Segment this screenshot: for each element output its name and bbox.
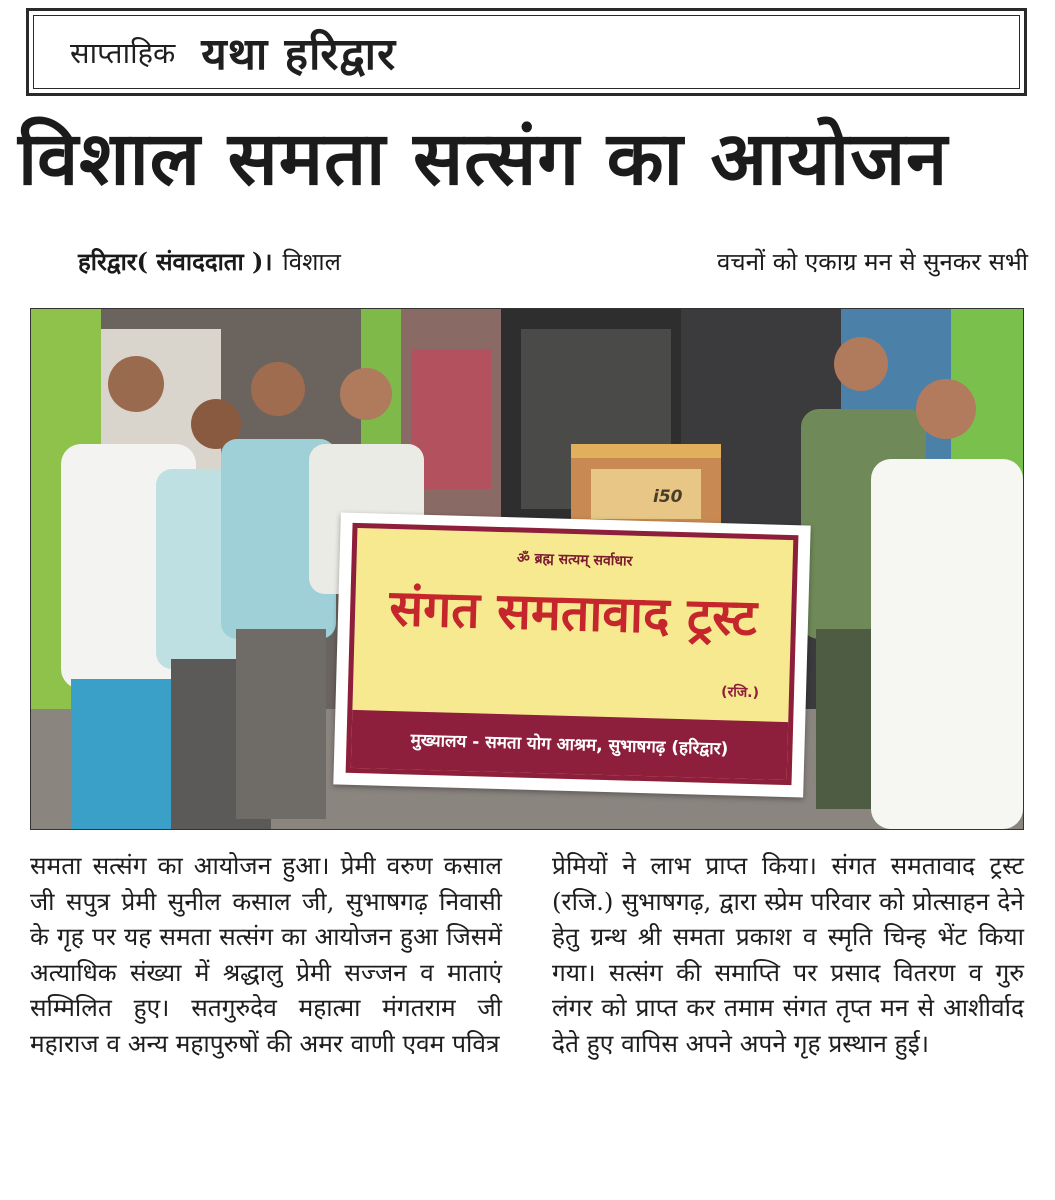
masthead — [26, 8, 1027, 96]
box-label: i50 — [653, 487, 683, 507]
dateline-source: हरिद्वार( संवाददाता )। — [78, 247, 273, 276]
masthead-name: यथा हरिद्वार — [201, 29, 397, 80]
headline: विशाल समता सत्संग का आयोजन — [18, 116, 949, 202]
masthead-inner-frame — [33, 15, 1020, 89]
banner-motto: ॐ ब्रह्म सत्यम् सर्वाधार — [516, 550, 633, 570]
dateline-lead-word: विशाल — [282, 248, 341, 276]
banner-footer: मुख्यालय - समता योग आश्रम, सुभाषगढ़ (हरिद्वार) — [351, 710, 788, 780]
masthead-prefix: साप्ताहिक — [70, 35, 176, 70]
trust-banner-panel — [346, 523, 799, 785]
right-column-first-line: वचनों को एकाग्र मन से सुनकर सभी — [717, 248, 1028, 276]
body-right-column: प्रेमियों ने लाभ प्राप्त किया। संगत समतावाद ट्रस्ट (रजि.) सुभाषगढ़, द्वारा स्प्रेम परिवार को प्रोत्साहन देने हेतु ग्रन्थ श्री समता प्रकाश व स्मृति चिन्ह भेंट किया गया। सत्संग की समाप्ति पर प्रसाद वितरण व गुरु लंगर को प्राप्त कर तमाम संगत तृप्त मन से आशीर्वाद देते हुए वापिस अपने अपने गृह प्रस्थान हुई। — [552, 851, 1024, 1058]
dateline-row — [78, 240, 1028, 284]
banner-title: संगत समतावाद ट्रस्ट — [388, 578, 758, 648]
news-photo — [30, 308, 1024, 830]
banner-registration: (रजि.) — [720, 684, 760, 702]
body-left-column: समता सत्संग का आयोजन हुआ। प्रेमी वरुण कसाल जी सपुत्र प्रेमी सुनील कसाल जी, सुभाषगढ़ निवासी के गृह पर यह समता सत्संग का आयोजन हुआ जिसमें अत्याधिक संख्या में श्रद्धालु प्रेमी सज्जन व माताएं सम्मिलित हुए। सतगुरुदेव महात्मा मंगतराम जी महाराज व अन्य महापुरुषों की अमर वाणी एवम पवित्र — [30, 851, 502, 1058]
trust-banner — [333, 512, 810, 797]
